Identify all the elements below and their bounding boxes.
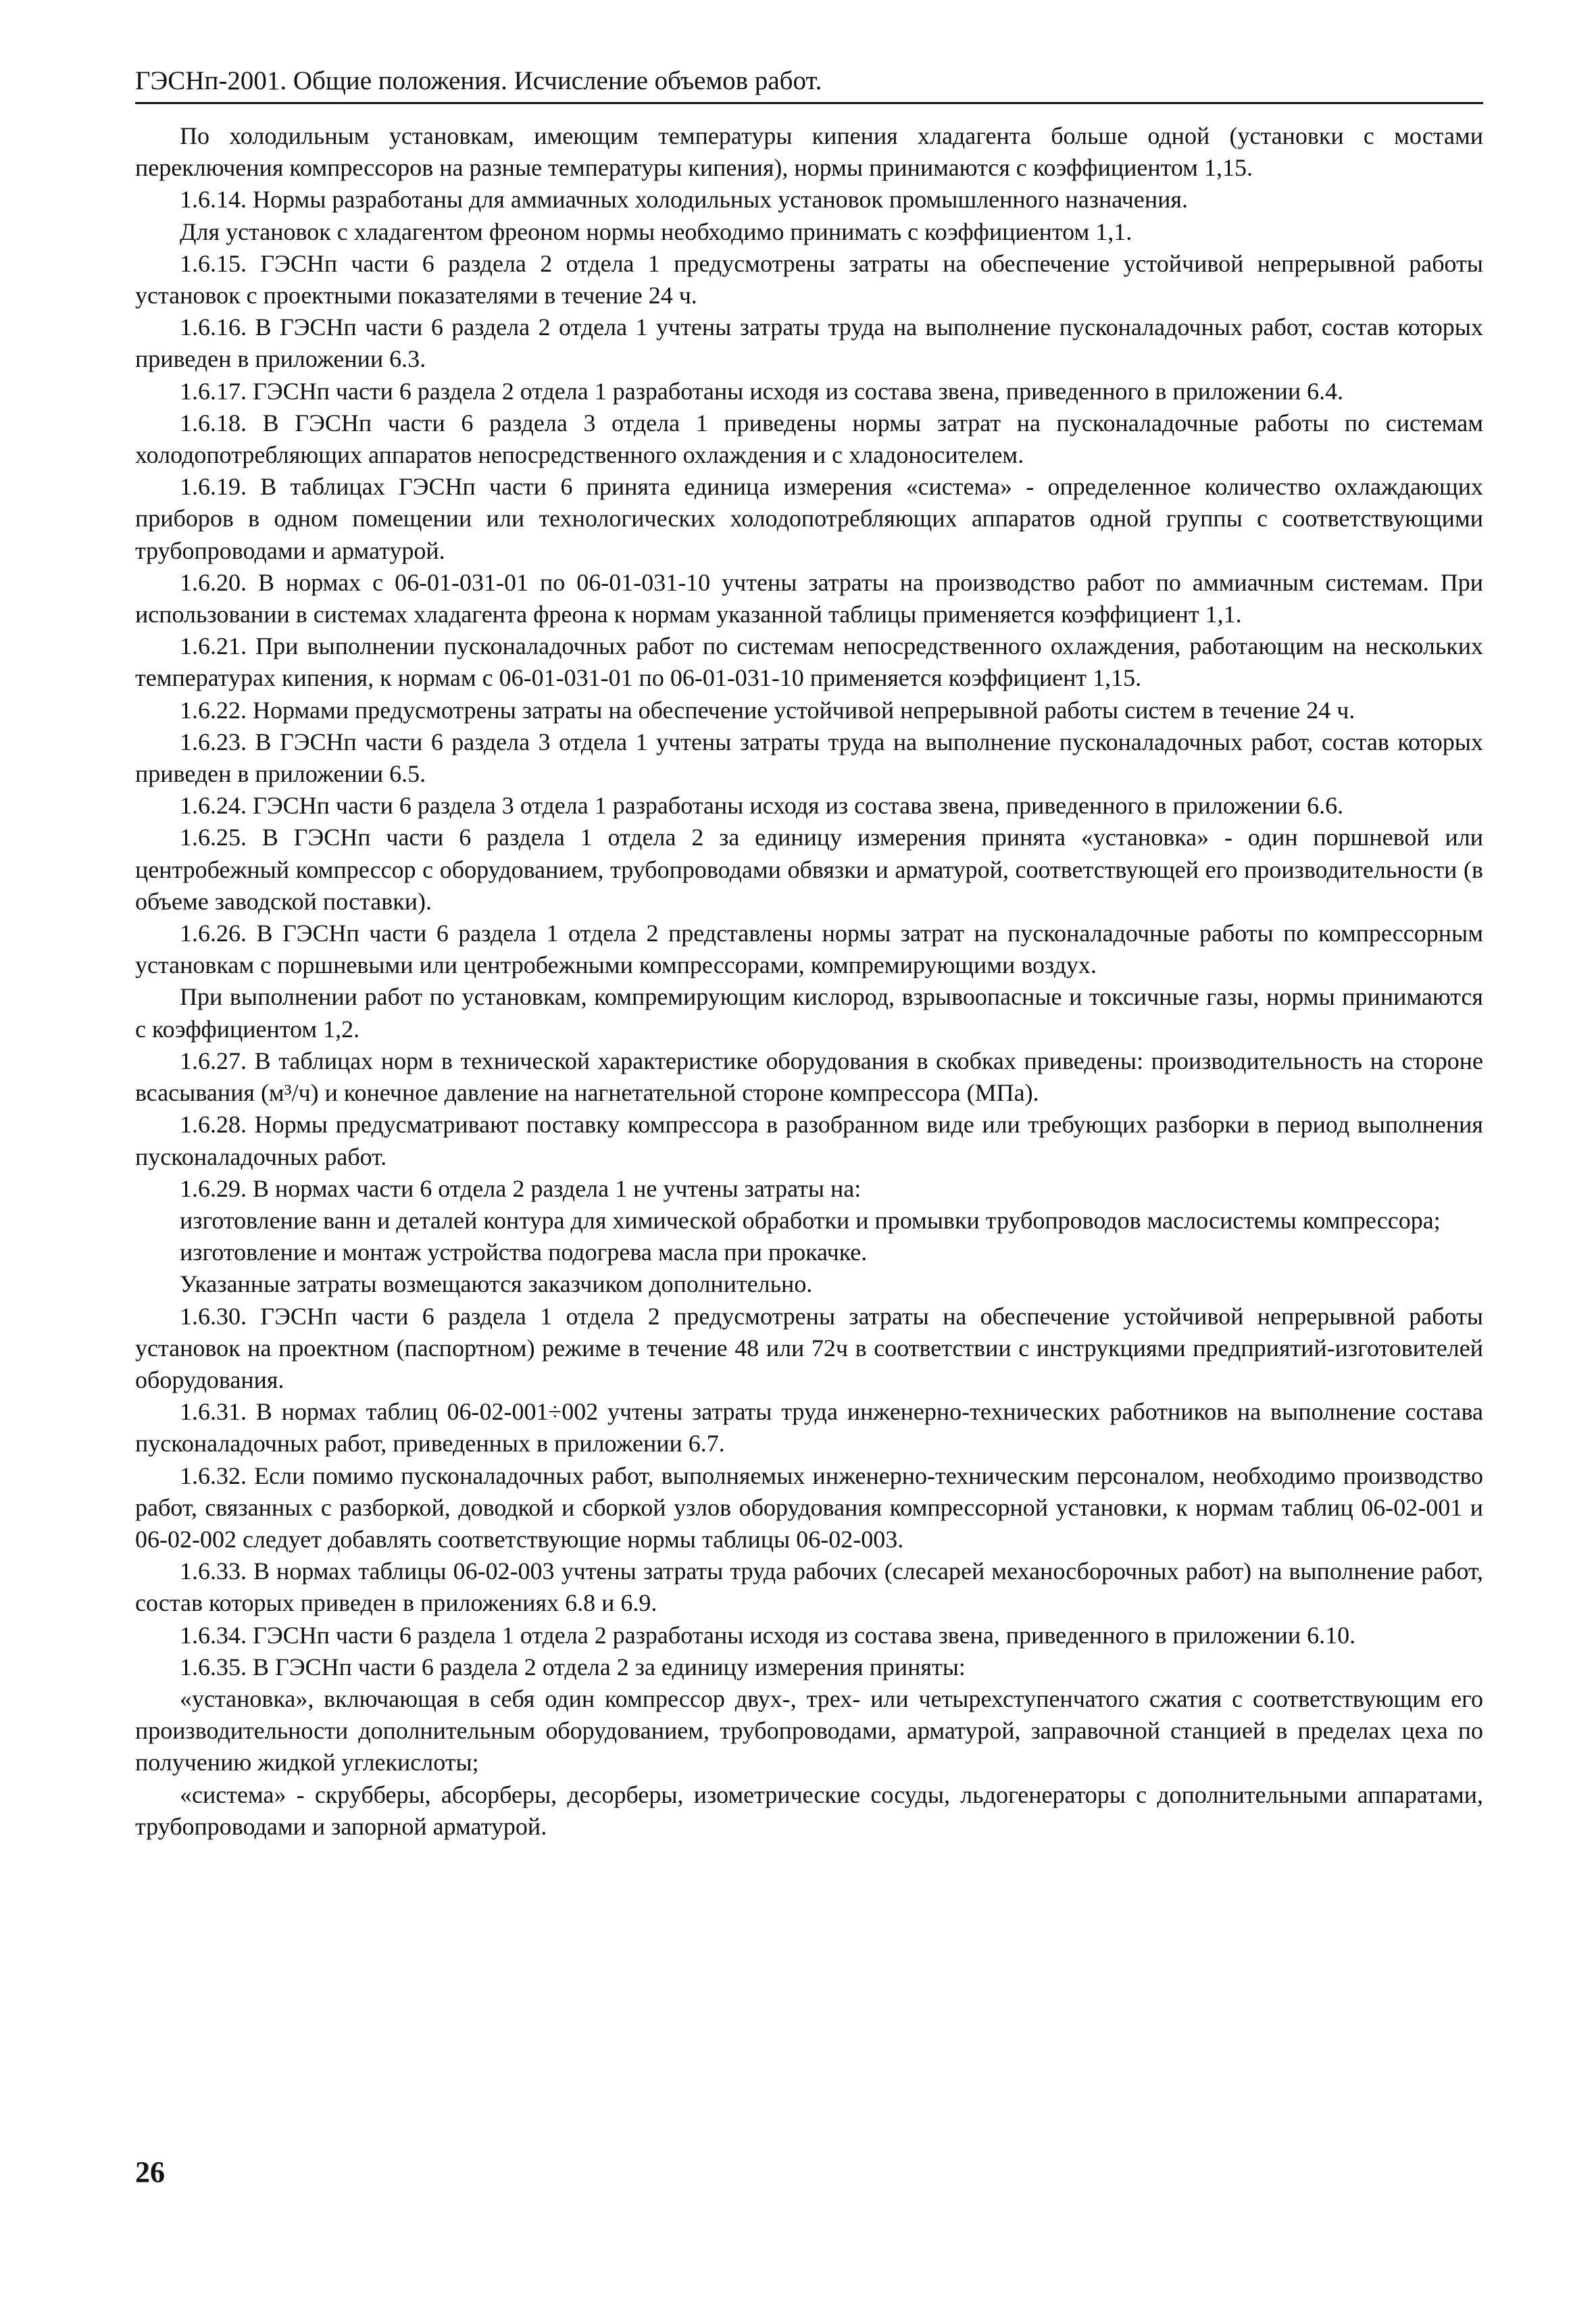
paragraph: 1.6.31. В нормах таблиц 06-02-001÷002 учтены затраты труда инженерно-технических работников на выполнение состава пусконаладочных работ, приведенных в приложении 6.7. [135, 1398, 1483, 1458]
paragraph: 1.6.19. В таблицах ГЭСНп части 6 принята единица измерения «система» - определенное количество охлаждающих приборов в одном помещении или технологических холодопотребляющих аппаратов одной группы с соответствующими трубопроводами и арматурой. [135, 473, 1483, 564]
paragraph: 1.6.34. ГЭСНп части 6 раздела 1 отдела 2 разработаны исходя из состава звена, приведенного в приложении 6.10. [180, 1621, 1356, 1649]
paragraph: По холодильным установкам, имеющим температуры кипения хладагента больше одной (установки с мостами переключения компрессоров на разные температуры кипения), нормы принимаются с коэффициентом 1,15. [135, 122, 1483, 182]
paragraph: 1.6.21. При выполнении пусконаладочных работ по системам непосредственного охлаждения, работающим на нескольких температурах кипения, к нормам с 06-01-031-01 по 06-01-031-10 применяется коэффициент 1,15. [135, 632, 1483, 692]
paragraph: 1.6.35. В ГЭСНп части 6 раздела 2 отдела 2 за единицу измерения приняты: [180, 1653, 966, 1681]
paragraph: 1.6.26. В ГЭСНп части 6 раздела 1 отдела 2 представлены нормы затрат на пусконаладочные работы по компрессорным установкам с поршневыми или центробежными компрессорами, компремирующими воздух. [135, 920, 1483, 979]
paragraph: При выполнении работ по установкам, компремирующим кислород, взрывоопасные и токсичные газы, нормы принимаются с коэффициентом 1,2. [135, 983, 1483, 1043]
paragraph: изготовление и монтаж устройства подогрева масла при прокачке. [180, 1239, 868, 1266]
paragraph: изготовление ванн и деталей контура для химической обработки и промывки трубопроводов маслосистемы компрессора; [180, 1206, 1441, 1234]
paragraph: 1.6.29. В нормах части 6 отдела 2 раздела 1 не учтены затраты на: [180, 1174, 862, 1202]
paragraph: Для установок с хладагентом фреоном нормы необходимо принимать с коэффициентом 1,1. [180, 218, 1132, 245]
paragraph: 1.6.25. В ГЭСНп части 6 раздела 1 отдела 2 за единицу измерения принята «установка» - один поршневой или центробежный компрессор с оборудованием, трубопроводами обвязки и арматурой, соответствующей его производительности (в объеме заводской поставки). [135, 824, 1483, 915]
running-header: ГЭСНп-2001. Общие положения. Исчисление объемов работ. [135, 64, 1483, 104]
document-page [135, 64, 1483, 1843]
paragraph: 1.6.20. В нормах с 06-01-031-01 по 06-01-031-10 учтены затраты на производство работ по аммиачным системам. При использовании в системах хладагента фреона к нормам указанной таблицы применяется коэффициент 1,1. [135, 568, 1483, 628]
paragraph: 1.6.24. ГЭСНп части 6 раздела 3 отдела 1 разработаны исходя из состава звена, приведенного в приложении 6.6. [180, 792, 1344, 820]
paragraph: 1.6.14. Нормы разработаны для аммиачных холодильных установок промышленного назначения. [180, 186, 1188, 214]
paragraph: «система» - скрубберы, абсорберы, десорберы, изометрические сосуды, льдогенераторы с дополнительными аппаратами, трубопроводами и запорной арматурой. [135, 1781, 1483, 1840]
document-body [135, 120, 1483, 1843]
paragraph: 1.6.15. ГЭСНп части 6 раздела 2 отдела 1 предусмотрены затраты на обеспечение устойчивой непрерывной работы установок с проектными показателями в течение 24 ч. [135, 249, 1483, 309]
paragraph: Указанные затраты возмещаются заказчиком дополнительно. [180, 1270, 813, 1298]
paragraph: 1.6.16. В ГЭСНп части 6 раздела 2 отдела 1 учтены затраты труда на выполнение пусконаладочных работ, состав которых приведен в приложении 6.3. [135, 314, 1483, 373]
paragraph: 1.6.17. ГЭСНп части 6 раздела 2 отдела 1 разработаны исходя из состава звена, приведенного в приложении 6.4. [180, 377, 1344, 405]
paragraph: 1.6.32. Если помимо пусконаладочных работ, выполняемых инженерно-техническим персоналом, необходимо производство работ, связанных с разборкой, доводкой и сборкой узлов оборудования компрессорной установки, к нормам таблиц 06-02-001 и 06-02-002 следует добавлять соответствующие нормы таблицы 06-02-003. [135, 1462, 1483, 1553]
paragraph: 1.6.22. Нормами предусмотрены затраты на обеспечение устойчивой непрерывной работы систем в течение 24 ч. [180, 696, 1355, 724]
paragraph: «установка», включающая в себя один компрессор двух-, трех- или четырехступенчатого сжатия с соответствующим его производительности дополнительным оборудованием, трубопроводами, арматурой, заправочной станцией в пределах цеха по получению жидкой углекислоты; [135, 1685, 1483, 1776]
paragraph: 1.6.23. В ГЭСНп части 6 раздела 3 отдела 1 учтены затраты труда на выполнение пусконаладочных работ, состав которых приведен в приложении 6.5. [135, 728, 1483, 788]
paragraph: 1.6.33. В нормах таблицы 06-02-003 учтены затраты труда рабочих (слесарей механосборочных работ) на выполнение работ, состав которых приведен в приложениях 6.8 и 6.9. [135, 1558, 1483, 1617]
paragraph: 1.6.18. В ГЭСНп части 6 раздела 3 отдела 1 приведены нормы затрат на пусконаладочные работы по системам холодопотребляющих аппаратов непосредственного охлаждения и с хладоносителем. [135, 409, 1483, 469]
paragraph: 1.6.30. ГЭСНп части 6 раздела 1 отдела 2 предусмотрены затраты на обеспечение устойчивой непрерывной работы установок на проектном (паспортном) режиме в течение 48 или 72ч в соответствии с инструкциями предприятий-изготовителей оборудования. [135, 1302, 1483, 1393]
paragraph: 1.6.27. В таблицах норм в технической характеристике оборудования в скобках приведены: производительность на стороне всасывания (м³/ч) и конечное давление на нагнетательной стороне компрессора (МПа). [135, 1047, 1483, 1107]
page-number: 26 [135, 2156, 165, 2189]
paragraph: 1.6.28. Нормы предусматривают поставку компрессора в разобранном виде или требующих разборки в период выполнения пусконаладочных работ. [135, 1111, 1483, 1170]
